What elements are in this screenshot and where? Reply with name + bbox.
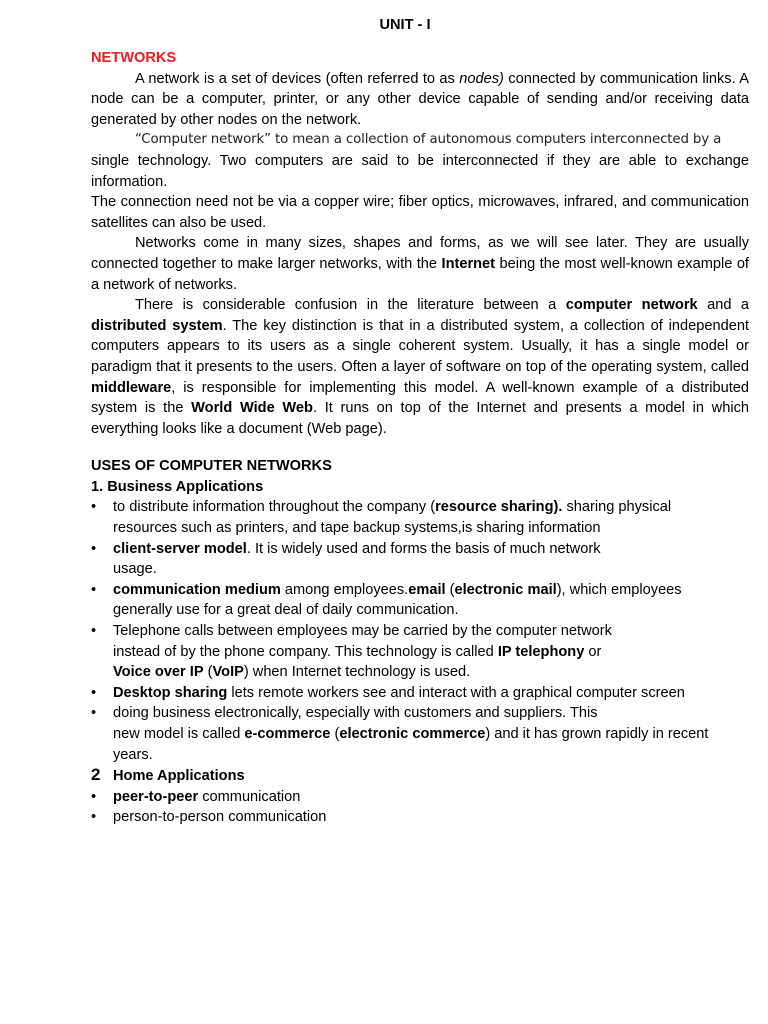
list-item-text: doing business electronically, especially with customers and suppliers. This new model is called e-commerce (electronic commerce) and it has grown rapidly in recent years.: [113, 705, 709, 763]
list-item: [91, 683, 749, 704]
paragraph-network-sizes: Networks come in many sizes, shapes and forms, as we will see later. They are usually connected together to make larger networks, with the Internet being the most well-known example of a network of networks.: [91, 235, 749, 293]
list-item-text: person-to-person communication: [113, 809, 327, 826]
list-item-text: to distribute information throughout the company (resource sharing). sharing physical resources such as printers, and tape backup systems,is sharing information: [113, 499, 672, 537]
list-item: [91, 703, 749, 765]
paragraph-connection-media: The connection need not be via a copper wire; fiber optics, microwaves, infrared, and communication satellites can also be used.: [91, 194, 749, 231]
bullet-icon: •: [91, 499, 97, 516]
home-applications-list: [91, 787, 749, 828]
home-applications-heading: [91, 765, 749, 787]
bullet-icon: •: [91, 684, 97, 701]
list-item-text: Telephone calls between employees may be carried by the computer network instead of by the phone company. This technology is called IP telephony or Voice over IP (VoIP) when Internet technology is used.: [113, 623, 612, 681]
business-applications-heading: 1. Business Applications: [91, 478, 264, 495]
list-item-text: peer-to-peer communication: [113, 788, 301, 805]
home-applications-label: Home Applications: [113, 768, 245, 785]
bullet-icon: •: [91, 623, 97, 640]
list-item-text: communication medium among employees.email (electronic mail), which employees generally use for a great deal of daily communication.: [113, 581, 682, 619]
bullet-icon: •: [91, 788, 97, 805]
paragraph-interconnected: single technology. Two computers are said to be interconnected if they are able to exchange information.: [91, 152, 749, 190]
list-item: [91, 621, 749, 683]
list-item: [91, 539, 749, 580]
unit-title: UNIT - I: [379, 17, 431, 33]
document-body: [91, 48, 749, 828]
list-item: [91, 497, 749, 538]
list-item-text: client-server model. It is widely used and forms the basis of much network usage.: [113, 540, 601, 578]
list-item: [91, 787, 749, 808]
paragraph-distributed-system: There is considerable confusion in the literature between a computer network and a distributed system. The key distinction is that in a distributed system, a collection of independent computers appears to its users as a single coherent system. Usually, it has a single model or paradigm that it presents to the users. Often a layer of software on top of the operating system, called middleware, is responsible for implementing this model. A well-known example of a distributed system is the World Wide Web. It runs on top of the Internet and presents a model in which everything looks like a document (Web page).: [91, 297, 750, 437]
bullet-icon: •: [91, 540, 97, 557]
bullet-icon: •: [91, 809, 97, 826]
section-number: 2: [91, 765, 101, 785]
paragraph-computer-network-quote: “Computer network” to mean a collection of autonomous computers interconnected by a: [135, 132, 722, 148]
networks-heading: NETWORKS: [91, 50, 177, 66]
list-item: [91, 580, 749, 621]
bullet-icon: •: [91, 705, 97, 722]
uses-heading: USES OF COMPUTER NETWORKS: [91, 458, 332, 475]
list-item-text: Desktop sharing lets remote workers see and interact with a graphical computer screen: [113, 684, 685, 701]
bullet-icon: •: [91, 581, 97, 598]
list-item: [91, 807, 749, 828]
paragraph-network-definition: A network is a set of devices (often referred to as nodes) connected by communication links. A node can be a computer, printer, or any other device capable of sending and/or receiving data generated by other nodes on the network.: [91, 70, 749, 128]
business-applications-list: [91, 497, 749, 765]
